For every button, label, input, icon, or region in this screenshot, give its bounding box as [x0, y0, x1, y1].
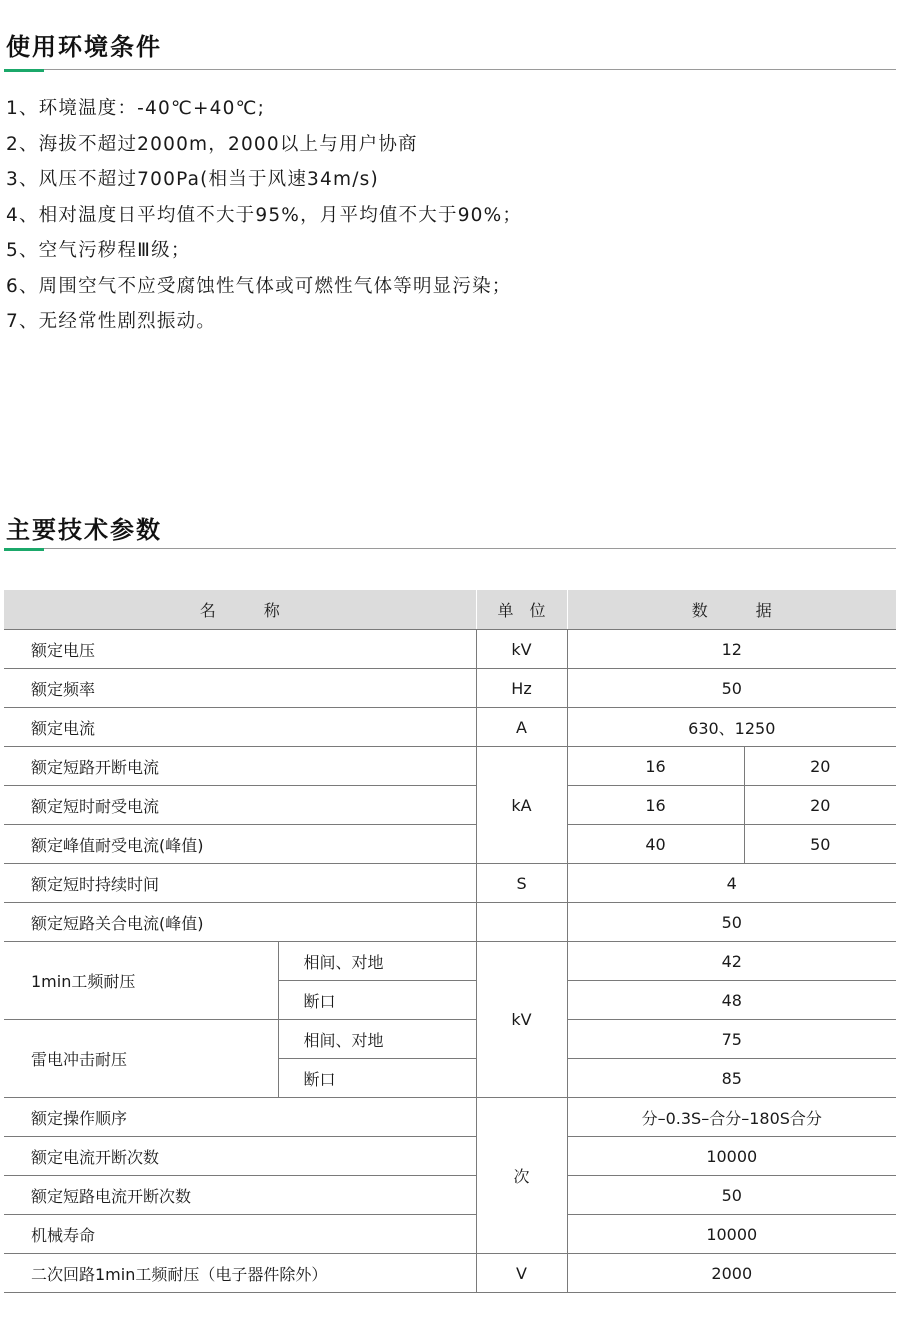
param-value: 16 [567, 747, 744, 786]
param-name: 额定短时持续时间 [4, 864, 476, 903]
param-unit: S [476, 864, 567, 903]
param-subname: 相间、对地 [278, 1020, 476, 1059]
param-name: 额定短时耐受电流 [4, 786, 476, 825]
conditions-title: 使用环境条件 [6, 33, 162, 61]
param-value: 40 [567, 825, 744, 864]
params-table [4, 589, 896, 1293]
param-name: 雷电冲击耐压 [4, 1020, 278, 1098]
param-value: 50 [744, 825, 896, 864]
param-subname: 断口 [278, 1059, 476, 1098]
table-row [4, 903, 896, 942]
param-unit: V [476, 1254, 567, 1293]
param-unit: Hz [476, 669, 567, 708]
conditions-divider [4, 69, 896, 70]
param-value: 20 [744, 786, 896, 825]
table-row [4, 1176, 896, 1215]
param-name: 额定频率 [4, 669, 476, 708]
param-subname: 断口 [278, 981, 476, 1020]
param-value: 50 [567, 669, 896, 708]
param-value: 630、1250 [567, 708, 896, 747]
param-value: 16 [567, 786, 744, 825]
param-name: 额定操作顺序 [4, 1098, 476, 1137]
accent-bar [4, 548, 44, 551]
params-divider [4, 548, 896, 549]
param-value: 48 [567, 981, 896, 1020]
header-unit: 单 位 [476, 590, 567, 630]
table-header-row [4, 590, 896, 630]
table-row [4, 747, 896, 786]
param-value: 分–0.3S–合分–180S合分 [567, 1098, 896, 1137]
condition-item: 6、周围空气不应受腐蚀性气体或可燃性气体等明显污染； [6, 275, 512, 297]
param-value: 12 [567, 630, 896, 669]
param-subname: 相间、对地 [278, 942, 476, 981]
param-value: 2000 [567, 1254, 896, 1293]
param-name: 二次回路1min工频耐压（电子器件除外） [4, 1254, 476, 1293]
param-unit: kA [476, 747, 567, 864]
param-unit: kV [476, 942, 567, 1098]
param-name: 机械寿命 [4, 1215, 476, 1254]
param-value: 85 [567, 1059, 896, 1098]
condition-item: 4、相对温度日平均值不大于95%，月平均值不大于90%； [6, 204, 523, 226]
table-row [4, 1020, 896, 1059]
param-unit [476, 903, 567, 942]
param-value: 75 [567, 1020, 896, 1059]
param-value: 20 [744, 747, 896, 786]
table-row [4, 1098, 896, 1137]
condition-item: 7、无经常性剧烈振动。 [6, 311, 216, 332]
condition-item: 1、环境温度：-40℃+40℃; [6, 98, 266, 119]
table-row [4, 786, 896, 825]
table-row [4, 1137, 896, 1176]
table-row [4, 942, 896, 981]
conditions-list [6, 94, 522, 343]
condition-item: 3、风压不超过700Pa(相当于风速34m/s) [6, 169, 379, 190]
param-name: 额定峰值耐受电流(峰值) [4, 825, 476, 864]
table-row [4, 1215, 896, 1254]
table-row [4, 864, 896, 903]
param-value: 50 [567, 903, 896, 942]
condition-item: 5、空气污秽程Ⅲ级； [6, 240, 191, 261]
params-title: 主要技术参数 [6, 516, 162, 544]
table-row [4, 669, 896, 708]
param-unit: kV [476, 630, 567, 669]
table-row [4, 630, 896, 669]
accent-bar [4, 69, 44, 72]
header-name: 名 称 [4, 590, 476, 630]
param-name: 额定短路电流开断次数 [4, 1176, 476, 1215]
param-name: 1min工频耐压 [4, 942, 278, 1020]
param-name: 额定短路开断电流 [4, 747, 476, 786]
param-unit: A [476, 708, 567, 747]
param-value: 42 [567, 942, 896, 981]
param-name: 额定电流开断次数 [4, 1137, 476, 1176]
param-value: 50 [567, 1176, 896, 1215]
param-value: 10000 [567, 1137, 896, 1176]
param-unit: 次 [476, 1098, 567, 1254]
table-row [4, 1254, 896, 1293]
param-value: 4 [567, 864, 896, 903]
table-row [4, 825, 896, 864]
param-name: 额定电压 [4, 630, 476, 669]
header-value: 数 据 [567, 590, 896, 630]
param-name: 额定电流 [4, 708, 476, 747]
param-value: 10000 [567, 1215, 896, 1254]
param-name: 额定短路关合电流(峰值) [4, 903, 476, 942]
table-row [4, 708, 896, 747]
condition-item: 2、海拔不超过2000m，2000以上与用户协商 [6, 133, 418, 155]
